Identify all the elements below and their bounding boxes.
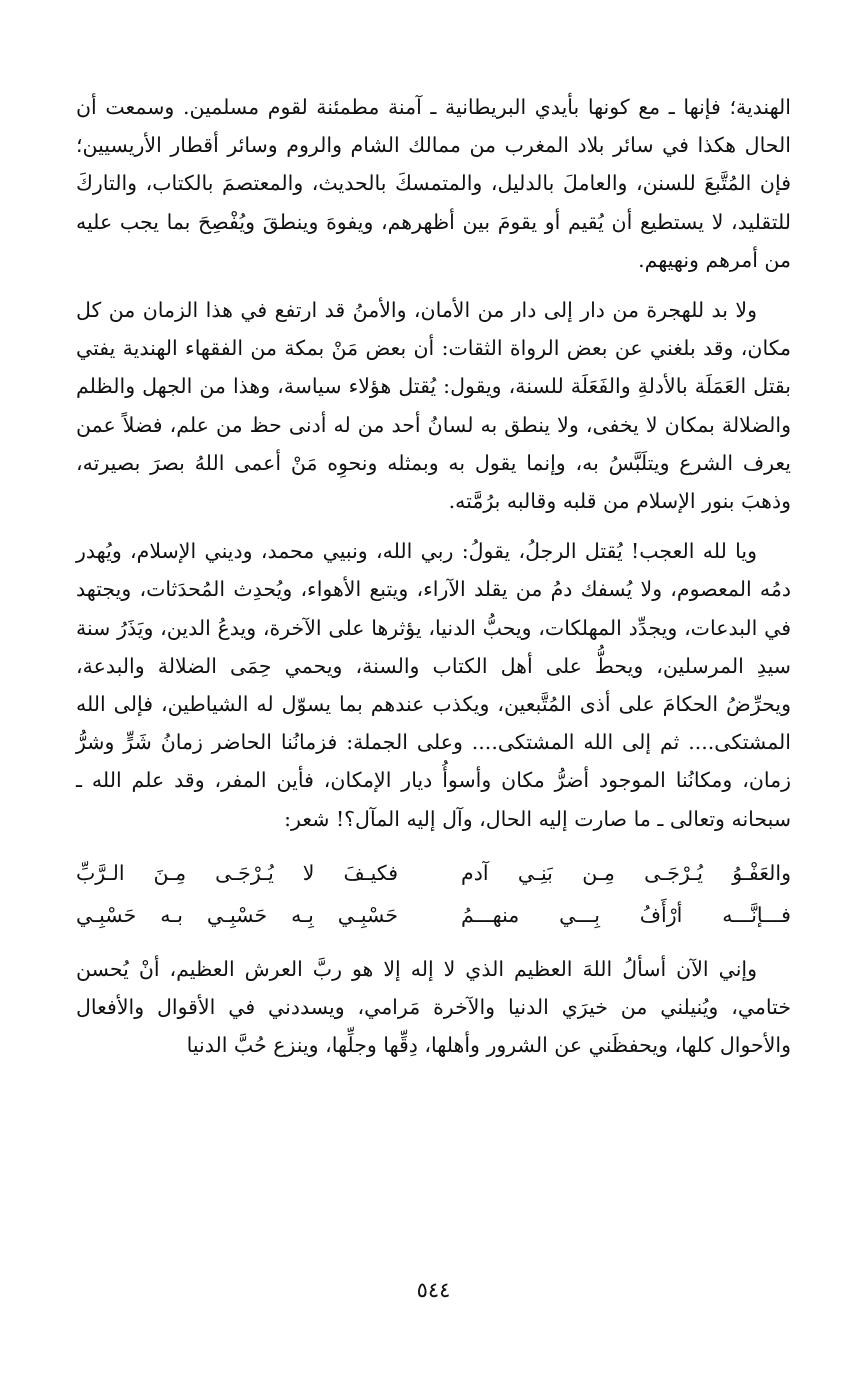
- poem-verse-2-second-hemistich: حَسْبِـي بِـه حَسْبِـي بـه حَسْبِـي: [76, 902, 398, 927]
- poem-verse-2: [76, 894, 791, 936]
- poem: [76, 852, 791, 936]
- paragraph-1: الهندية؛ فإنها ـ مع كونها بأيدي البريطانية ـ آمنة مطمئنة لقوم مسلمين. وسمعت أن الحال هكذا في سائر بلاد المغرب من ممالك الشام والروم وسائر أقطار الأريسيين؛ فإن المُتَّبعَ للسنن، والعاملَ بالدليل، والمتمسكَ بالحديث، والمعتصمَ بالكتاب، والتاركَ للتقليد، لا يستطيع أن يُقيم أو يقومَ بين أظهرهم، ويفوهَ وينطقَ ويُفْصِحَ بما يجب عليه من أمرهم ونهيهم.: [76, 95, 791, 272]
- page-number: ٥٤٤: [416, 1278, 451, 1302]
- poem-verse-2-first-hemistich: فـــإنَّـــه أرْأَفُ بِـــي منهـــمُ: [461, 902, 791, 927]
- paragraph-4: وإني الآن أسألُ اللهَ العظيم الذي لا إله إلا هو ربَّ العرش العظيم، أنْ يُحسن ختامي، ويُنيلني من خيرَي الدنيا والآخرة مَرامي، ويسددني في الأقوال والأفعال والأحوال كلها، ويحفظَني عن الشرور وأهلها، دِقِّها وجلِّها، وينزع حُبَّ الدنيا: [76, 956, 791, 1058]
- page-body: [76, 88, 791, 1378]
- paragraph-3: ويا لله العجب! يُقتل الرجلُ، يقولُ: ربي الله، ونبيي محمد، وديني الإسلام، ويُهدر دمُه المعصوم، ولا يُسفك دمُ من يقلد الآراء، ويتبع الأهواء، ويُحدِث المُحدَثات، ويجتهد في البدعات، ويجدِّد المهلكات، ويحبُّ الدنيا، يؤثرها على الآخرة، ويدعُ الدين، ويَذَرُ سنة سيدِ المرسلين، ويحطُّ على أهل الكتاب والسنة، ويحمي حِمَى الضلالة والبدعة، ويحرِّضُ الحكامَ على أذى المُتَّبعين، ويكذب عندهم بما يسوّل له الشياطين، فإلى الله المشتكى.... ثم إلى الله المشتكى.... وعلى الجملة: فزمانُنا الحاضر زمانُ شَرٍّ وشرُّ زمان، ومكانُنا الموجود أضرُّ مكان وأسوأُ ديار الإمكان، فأين المفر، وقد علم الله ـ سبحانه وتعالى ـ ما صارت إليه الحال، وآل إليه المآل؟! شعر:: [76, 539, 791, 831]
- poem-verse-1-first-hemistich: والعَفْـوُ يُـرْجَـى مِـن بَنِـي آدم: [461, 860, 791, 885]
- paragraph-2: ولا بد للهجرة من دار إلى دار من الأمان، والأمنُ قد ارتفع في هذا الزمان من كل مكان، وقد بلغني عن بعض الرواة الثقات: أن بعض مَنْ بمكة من الفقهاء الهندية يفتي بقتل العَمَلَة بالأدلةِ والفَعَلَة للسنة، ويقول: يُقتل هؤلاء سياسة، وهذا من الجهل والظلم والضلالة بمكان لا يخفى، ولا ينطق به لسانُ أحد من له أدنى حظ من علم، فضلاً عمن يعرف الشرع ويتلَبَّسُ به، وإنما يقول به وبمثله ونحوِه مَنْ أعمى اللهُ بصرَ بصيرته، وذهبَ بنور الإسلام من قلبه وقالبه برُمَّته.: [76, 298, 791, 514]
- poem-verse-1-second-hemistich: فكيـفَ لا يُـرْجَـى مِـنَ الـرَّبِّ: [76, 860, 398, 885]
- poem-verse-1: [76, 852, 791, 894]
